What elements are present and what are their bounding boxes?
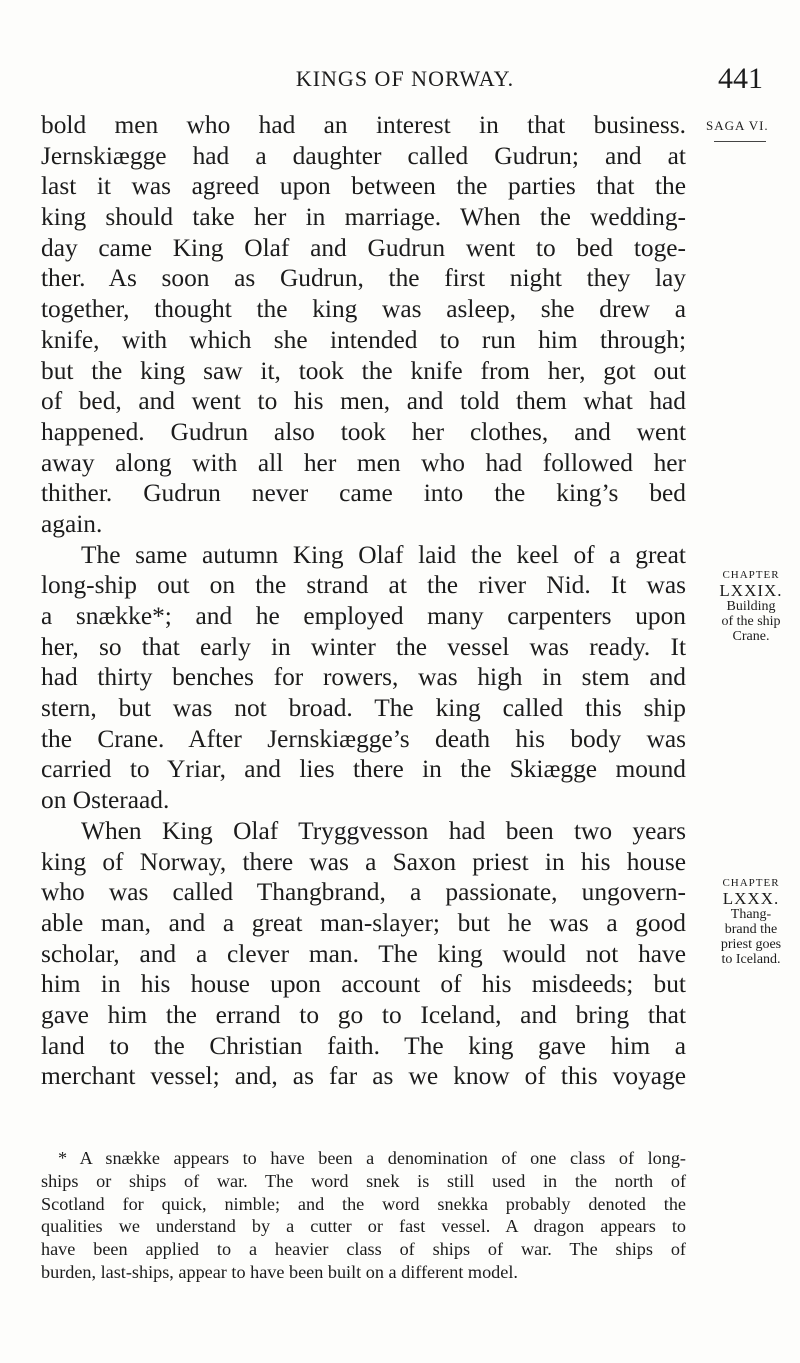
- saga-label: SAGA VI.: [706, 118, 769, 133]
- text-line: of bed, and went to his men, and told them what had: [41, 387, 686, 416]
- text-line: gave him the errand to go to Iceland, and bring that: [41, 1000, 686, 1029]
- chapter-heading: CHAPTER: [722, 569, 780, 581]
- chapter-number: LXXIX.: [719, 581, 783, 600]
- text-line: land to the Christian faith. The king gave him a: [41, 1031, 686, 1060]
- chapter-description: of the ship: [721, 614, 781, 629]
- chapter-description: brand the: [724, 922, 778, 937]
- chapter-description: priest goes: [720, 937, 782, 952]
- text-line: but the king saw it, took the knife from her, got out: [41, 356, 686, 385]
- text-line: again.: [41, 509, 103, 538]
- chapter-note-lxxx: [706, 876, 796, 967]
- text-line: ther. As soon as Gudrun, the first night they lay: [41, 264, 686, 293]
- chapter-description: Thang-: [730, 907, 772, 922]
- text-line: merchant vessel; and, as far as we know of this voyage: [41, 1062, 686, 1091]
- text-line: who was called Thangbrand, a passionate, ungovern-: [41, 878, 686, 907]
- running-head: [0, 62, 800, 106]
- text-line: together, thought the king was asleep, she drew a: [41, 295, 686, 324]
- text-line: him in his house upon account of his misdeeds; but: [41, 970, 686, 999]
- text-line: long-ship out on the strand at the river Nid. It was: [41, 571, 686, 600]
- footnote: [41, 1147, 686, 1284]
- text-line: happened. Gudrun also took her clothes, and went: [41, 417, 686, 446]
- chapter-number: LXXX.: [722, 889, 780, 908]
- text-line: away along with all her men who had followed her: [41, 448, 686, 477]
- text-line: king should take her in marriage. When the wedding-: [41, 203, 686, 232]
- chapter-note-lxxix: [706, 568, 796, 644]
- paragraph-start-line: The same autumn King Olaf laid the keel of a great: [81, 540, 686, 569]
- text-line: had thirty benches for rowers, was high in stem and: [41, 663, 686, 692]
- footnote-line: * A snække appears to have been a denomination of one class of long-: [58, 1148, 686, 1168]
- text-line: bold men who had an interest in that business.: [41, 111, 686, 139]
- text-line: stern, but was not broad. The king called this ship: [41, 694, 686, 723]
- text-line: knife, with which she intended to run him through;: [41, 325, 686, 354]
- text-line: a snække*; and he employed many carpenters upon: [41, 602, 686, 630]
- chapter-heading: CHAPTER: [722, 877, 780, 889]
- running-title: KINGS OF NORWAY.: [295, 66, 515, 91]
- text-line: able man, and a great man-slayer; but he was a good: [41, 908, 686, 937]
- footnote-line: Scotland for quick, nimble; and the word snekka probably denoted the: [41, 1193, 686, 1214]
- footnote-line: qualities we understand by a cutter or fast vessel. A dragon appears to: [41, 1216, 686, 1237]
- text-line: carried to Yriar, and lies there in the Skiægge mound: [41, 755, 686, 784]
- chapter-description: Crane.: [732, 629, 770, 644]
- text-line: Jernskiægge had a daughter called Gudrun; and at: [41, 141, 686, 170]
- footnote-line: have been applied to a heavier class of ships of war. The ships of: [41, 1239, 686, 1260]
- text-line: last it was agreed upon between the parties that the: [41, 172, 686, 201]
- chapter-description: to Iceland.: [721, 952, 781, 967]
- text-line: day came King Olaf and Gudrun went to bed toge-: [41, 233, 686, 262]
- text-line: on Osteraad.: [41, 786, 170, 815]
- text-line: her, so that early in winter the vessel was ready. It: [41, 632, 686, 661]
- saga-rule: [714, 141, 766, 142]
- text-line: king of Norway, there was a Saxon priest in his house: [41, 847, 686, 876]
- text-line: scholar, and a clever man. The king would not have: [41, 939, 686, 968]
- paragraph-start-line: When King Olaf Tryggvesson had been two years: [81, 816, 686, 845]
- footnote-line: ships or ships of war. The word snek is still used in the north of: [41, 1170, 686, 1191]
- text-line: thither. Gudrun never came into the king’s bed: [41, 479, 686, 508]
- chapter-description: Building: [726, 599, 776, 614]
- page-number: 441: [718, 62, 763, 95]
- text-line: the Crane. After Jernskiægge’s death his body was: [41, 724, 686, 753]
- body-text: [41, 110, 686, 1092]
- footnote-line: burden, last-ships, appear to have been built on a different model.: [41, 1261, 518, 1282]
